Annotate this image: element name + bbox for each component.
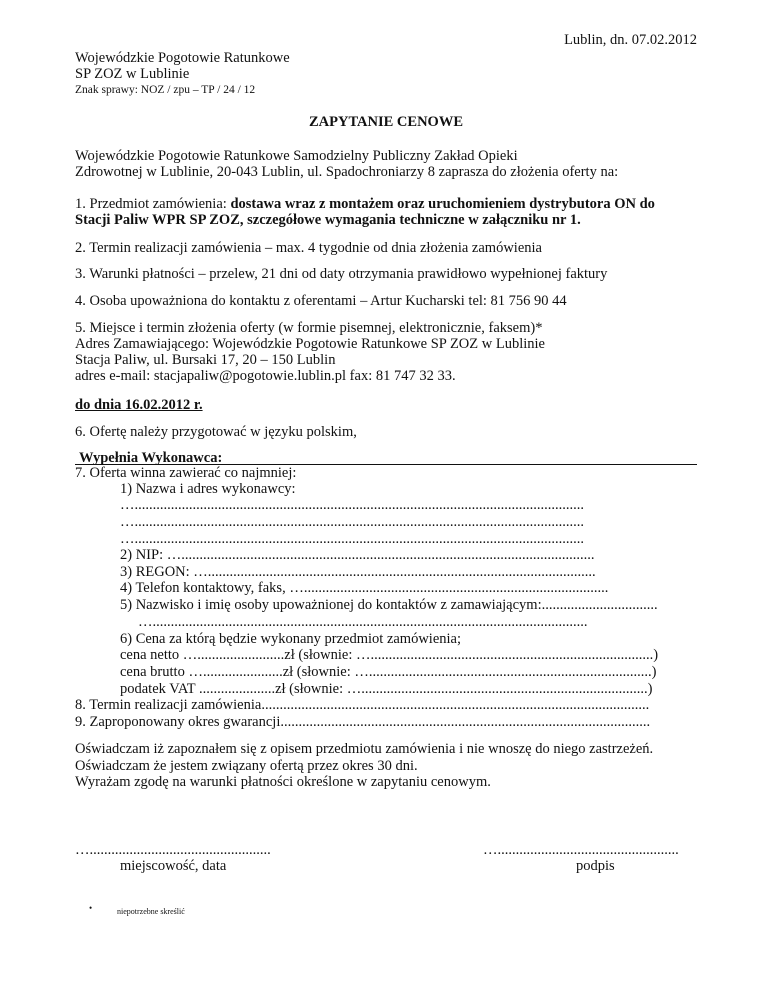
authorized-person-field-cont[interactable]: …........................................................................................................................ bbox=[138, 614, 588, 630]
phone-fax-field[interactable]: 4) Telefon kontaktowy, faks, ….................................................................................... bbox=[120, 580, 609, 596]
authorized-person-field[interactable]: 5) Nazwisko i imię osoby upoważnionej do kontaktów z zamawiającym:................................ bbox=[120, 597, 658, 613]
intro-line-1: Wojewódzkie Pogotowie Ratunkowe Samodzielny Publiczny Zakład Opieki bbox=[75, 148, 518, 164]
item-6: 6. Ofertę należy przygotować w języku polskim, bbox=[75, 424, 357, 440]
regon-field[interactable]: 3) REGON: …........................................................................................................... bbox=[120, 564, 596, 580]
item-5-line-3: Stacja Paliw, ul. Bursaki 17, 20 – 150 Lublin bbox=[75, 352, 336, 368]
intro-line-2: Zdrowotnej w Lublinie, 20-043 Lublin, ul. Spadochroniarzy 8 zaprasza do złożenia oferty na: bbox=[75, 164, 619, 180]
nip-field[interactable]: 2) NIP: ….................................................................................................................. bbox=[120, 547, 595, 563]
name-address-field-3[interactable]: …............................................................................................................................ bbox=[120, 531, 584, 547]
place-date-signature-field[interactable]: ….................................................. bbox=[75, 842, 271, 858]
place-date: Lublin, dn. 07.02.2012 bbox=[564, 32, 697, 48]
document-page bbox=[75, 0, 697, 994]
item-5-line-2: Adres Zamawiającego: Wojewódzkie Pogotowie Ratunkowe SP ZOZ w Lublinie bbox=[75, 336, 545, 352]
item-7: 7. Oferta winna zawierać co najmniej: bbox=[75, 465, 297, 481]
deadline: do dnia 16.02.2012 r. bbox=[75, 397, 203, 413]
declaration-3: Wyrażam zgodę na warunki płatności określone w zapytaniu cenowym. bbox=[75, 774, 491, 790]
item-9-field[interactable]: 9. Zaproponowany okres gwarancji...................................................................................................... bbox=[75, 714, 651, 730]
name-address-field-2[interactable]: …............................................................................................................................ bbox=[120, 514, 584, 530]
footnote-text: niepotrzebne skreślić bbox=[117, 907, 185, 916]
case-reference: Znak sprawy: NOZ / zpu – TP / 24 / 12 bbox=[75, 84, 256, 96]
declaration-2: Oświadczam że jestem związany ofertą przez okres 30 dni. bbox=[75, 758, 418, 774]
net-price-field[interactable]: cena netto …........................zł (słownie: …..............................................................................) bbox=[120, 647, 659, 663]
org-line-2: SP ZOZ w Lublinie bbox=[75, 66, 190, 82]
org-line-1: Wojewódzkie Pogotowie Ratunkowe bbox=[75, 50, 290, 66]
item-1-subject: dostawa wraz z montażem oraz uruchomieniem dystrybutora ON do bbox=[230, 196, 655, 212]
footnote-bullet: • bbox=[89, 903, 93, 913]
item-8-field[interactable]: 8. Termin realizacji zamówienia........................................................................................................... bbox=[75, 697, 650, 713]
item-1-prefix: 1. Przedmiot zamówienia: bbox=[75, 196, 231, 212]
item-4: 4. Osoba upoważniona do kontaktu z oferentami – Artur Kucharski tel: 81 756 90 44 bbox=[75, 293, 567, 309]
vat-field[interactable]: podatek VAT .....................zł (słownie: …...............................................................................) bbox=[120, 681, 653, 697]
name-address-label: 1) Nazwa i adres wykonawcy: bbox=[120, 481, 296, 497]
contractor-heading: Wypełnia Wykonawca: bbox=[79, 450, 223, 466]
place-date-label: miejscowość, data bbox=[120, 858, 227, 874]
document-title: ZAPYTANIE CENOWE bbox=[308, 114, 463, 130]
item-3: 3. Warunki płatności – przelew, 21 dni od daty otrzymania prawidłowo wypełnionej faktury bbox=[75, 266, 608, 282]
gross-price-field[interactable]: cena brutto …......................zł (słownie: …..............................................................................) bbox=[120, 664, 657, 680]
signature-label: podpis bbox=[576, 858, 615, 874]
item-1-line-1 bbox=[75, 196, 655, 213]
signature-field[interactable]: ….................................................. bbox=[483, 842, 679, 858]
name-address-field-1[interactable]: …............................................................................................................................ bbox=[120, 497, 584, 513]
item-5-line-1: 5. Miejsce i termin złożenia oferty (w formie pisemnej, elektronicznie, faksem)* bbox=[75, 320, 543, 336]
declaration-1: Oświadczam iż zapoznałem się z opisem przedmiotu zamówienia i nie wnoszę do niego zastrzeżeń. bbox=[75, 741, 654, 757]
item-5-line-4: adres e-mail: stacjapaliw@pogotowie.lublin.pl fax: 81 747 32 33. bbox=[75, 368, 456, 384]
item-1-line-2: Stacji Paliw WPR SP ZOZ, szczegółowe wymagania techniczne w załączniku nr 1. bbox=[75, 212, 581, 228]
price-label: 6) Cena za którą będzie wykonany przedmiot zamówienia; bbox=[120, 631, 462, 647]
item-2: 2. Termin realizacji zamówienia – max. 4 tygodnie od dnia złożenia zamówienia bbox=[75, 240, 542, 256]
